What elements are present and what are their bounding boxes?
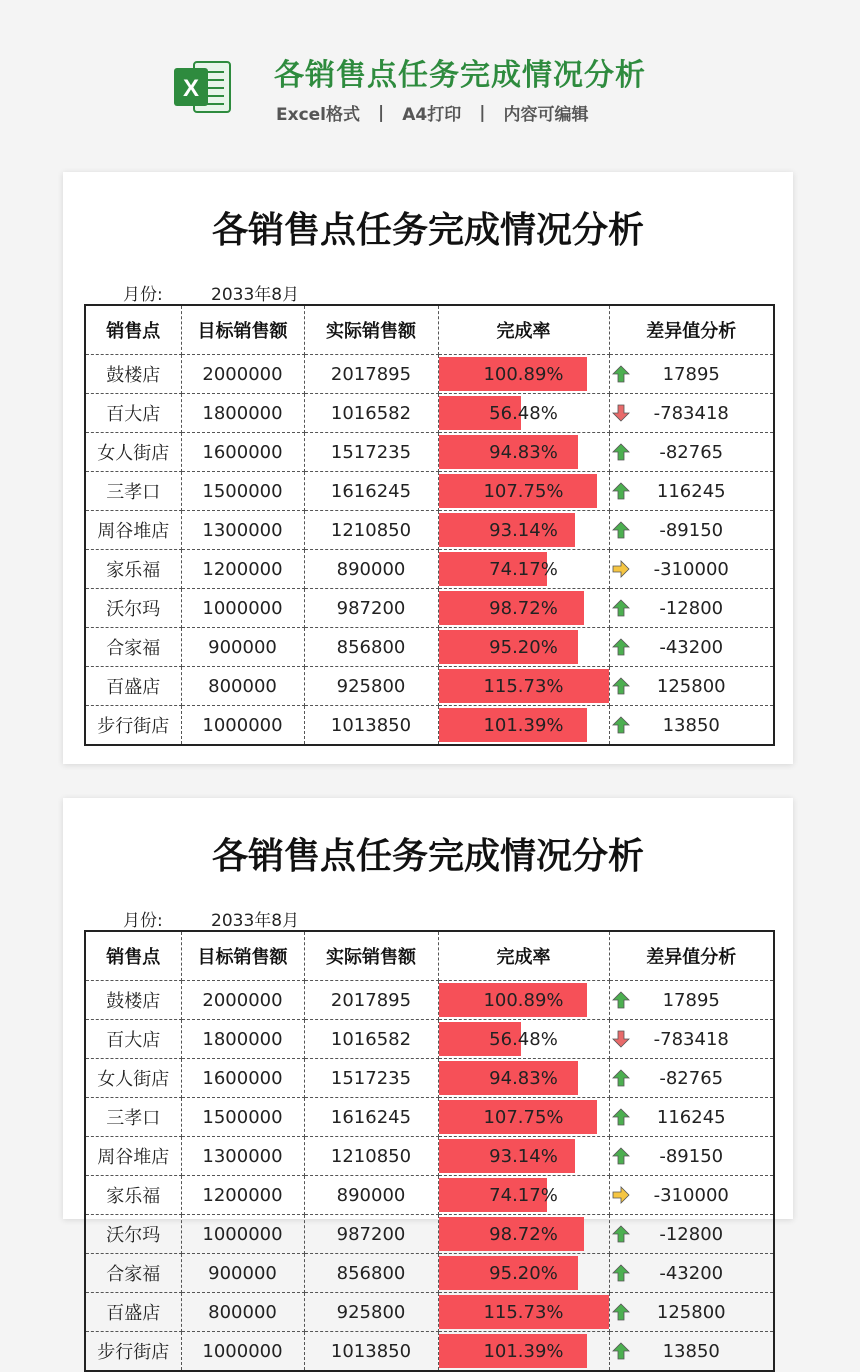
store-cell: 鼓楼店 (85, 355, 181, 394)
table-row (85, 394, 774, 433)
actual-cell: 1016582 (304, 394, 438, 433)
table-row (85, 667, 774, 706)
table-body (85, 981, 774, 1372)
rate-cell (438, 589, 609, 628)
column-header: 实际销售额 (304, 931, 438, 981)
table-row (85, 433, 774, 472)
store-cell: 步行街店 (85, 1332, 181, 1372)
rate-text: 101.39% (483, 714, 564, 736)
table-row (85, 1332, 774, 1372)
diff-cell (609, 981, 774, 1020)
table-row (85, 1020, 774, 1059)
actual-cell: 2017895 (304, 981, 438, 1020)
column-header: 销售点 (85, 305, 181, 355)
target-cell: 2000000 (181, 355, 304, 394)
arrow-right-icon (612, 1186, 630, 1204)
store-cell: 周谷堆店 (85, 1137, 181, 1176)
rate-text: 100.89% (483, 989, 564, 1011)
actual-cell: 856800 (304, 628, 438, 667)
rate-text: 56.48% (489, 1028, 558, 1050)
diff-cell (609, 1176, 774, 1215)
sales-table (84, 930, 775, 1372)
arrow-up-icon (612, 1225, 630, 1243)
diff-cell (609, 355, 774, 394)
target-cell: 1000000 (181, 1332, 304, 1372)
actual-cell: 925800 (304, 667, 438, 706)
actual-cell: 1517235 (304, 1059, 438, 1098)
diff-cell (609, 628, 774, 667)
table-row (85, 511, 774, 550)
page-header (0, 0, 860, 150)
rate-cell (438, 550, 609, 589)
sales-table (84, 304, 775, 746)
rate-text: 74.17% (489, 558, 558, 580)
store-cell: 沃尔玛 (85, 1215, 181, 1254)
month-label: 月份: (123, 285, 163, 305)
table-row (85, 706, 774, 746)
rate-cell (438, 1254, 609, 1293)
target-cell: 900000 (181, 1254, 304, 1293)
arrow-down-icon (612, 404, 630, 422)
arrow-up-icon (612, 638, 630, 656)
diff-cell (609, 433, 774, 472)
table-row (85, 1215, 774, 1254)
store-cell: 家乐福 (85, 550, 181, 589)
rate-text: 94.83% (489, 1067, 558, 1089)
store-cell: 百大店 (85, 394, 181, 433)
diff-value: -89150 (659, 519, 724, 541)
column-header: 目标销售额 (181, 305, 304, 355)
rate-cell (438, 433, 609, 472)
diff-value: 125800 (656, 1301, 726, 1323)
actual-cell: 890000 (304, 1176, 438, 1215)
rate-text: 95.20% (489, 1262, 558, 1284)
rate-text: 56.48% (489, 402, 558, 424)
rate-text: 98.72% (489, 1223, 558, 1245)
store-cell: 沃尔玛 (85, 589, 181, 628)
diff-cell (609, 550, 774, 589)
rate-cell (438, 1293, 609, 1332)
target-cell: 1600000 (181, 1059, 304, 1098)
table-row (85, 355, 774, 394)
tag-separator: | (378, 102, 385, 123)
column-header: 差异值分析 (609, 931, 774, 981)
actual-cell: 856800 (304, 1254, 438, 1293)
store-cell: 合家福 (85, 628, 181, 667)
diff-value: -43200 (659, 636, 724, 658)
table-row (85, 981, 774, 1020)
rate-cell (438, 1176, 609, 1215)
diff-cell (609, 472, 774, 511)
target-cell: 1500000 (181, 1098, 304, 1137)
table-row (85, 1059, 774, 1098)
diff-value: -310000 (653, 558, 729, 580)
rate-text: 107.75% (483, 1106, 564, 1128)
store-cell: 女人街店 (85, 1059, 181, 1098)
column-header: 完成率 (438, 305, 609, 355)
rate-text: 93.14% (489, 1145, 558, 1167)
diff-value: 116245 (656, 480, 726, 502)
table-header-row (85, 931, 774, 981)
sheet-title: 各销售点任务完成情况分析 (211, 210, 644, 251)
target-cell: 900000 (181, 628, 304, 667)
diff-cell (609, 511, 774, 550)
rate-cell (438, 1098, 609, 1137)
target-cell: 1300000 (181, 1137, 304, 1176)
arrow-up-icon (612, 1147, 630, 1165)
target-cell: 1500000 (181, 472, 304, 511)
diff-value: 17895 (662, 989, 720, 1011)
arrow-up-icon (612, 1108, 630, 1126)
actual-cell: 1016582 (304, 1020, 438, 1059)
rate-cell (438, 981, 609, 1020)
diff-cell (609, 667, 774, 706)
arrow-up-icon (612, 599, 630, 617)
diff-value: -783418 (653, 1028, 729, 1050)
logo-letter: X (182, 75, 200, 102)
month-row (123, 906, 299, 931)
target-cell: 1200000 (181, 550, 304, 589)
target-cell: 2000000 (181, 981, 304, 1020)
arrow-up-icon (612, 482, 630, 500)
arrow-up-icon (612, 716, 630, 734)
actual-cell: 890000 (304, 550, 438, 589)
column-header: 目标销售额 (181, 931, 304, 981)
tag-editable: 内容可编辑 (503, 105, 589, 125)
diff-value: -82765 (659, 1067, 724, 1089)
store-cell: 家乐福 (85, 1176, 181, 1215)
actual-cell: 987200 (304, 1215, 438, 1254)
sheet-preview-2 (63, 798, 793, 1363)
diff-value: -89150 (659, 1145, 724, 1167)
table-row (85, 628, 774, 667)
rate-cell (438, 355, 609, 394)
target-cell: 1800000 (181, 394, 304, 433)
rate-cell (438, 1020, 609, 1059)
table-row (85, 550, 774, 589)
diff-value: -12800 (659, 1223, 724, 1245)
target-cell: 1000000 (181, 1215, 304, 1254)
arrow-down-icon (612, 1030, 630, 1048)
store-cell: 周谷堆店 (85, 511, 181, 550)
actual-cell: 1210850 (304, 1137, 438, 1176)
excel-logo-icon (172, 56, 234, 118)
table-row (85, 1098, 774, 1137)
diff-cell (609, 1098, 774, 1137)
column-header: 完成率 (438, 931, 609, 981)
rate-cell (438, 472, 609, 511)
rate-text: 95.20% (489, 636, 558, 658)
arrow-up-icon (612, 1069, 630, 1087)
arrow-up-icon (612, 365, 630, 383)
actual-cell: 1616245 (304, 472, 438, 511)
rate-text: 98.72% (489, 597, 558, 619)
diff-value: -310000 (653, 1184, 729, 1206)
rate-text: 100.89% (483, 363, 564, 385)
store-cell: 百大店 (85, 1020, 181, 1059)
sheet-preview-1 (63, 172, 793, 764)
diff-cell (609, 1332, 774, 1372)
table-row (85, 472, 774, 511)
arrow-right-icon (612, 560, 630, 578)
diff-value: -82765 (659, 441, 724, 463)
store-cell: 步行街店 (85, 706, 181, 746)
diff-cell (609, 1254, 774, 1293)
diff-value: -12800 (659, 597, 724, 619)
rate-cell (438, 1059, 609, 1098)
diff-cell (609, 1059, 774, 1098)
target-cell: 1800000 (181, 1020, 304, 1059)
actual-cell: 1517235 (304, 433, 438, 472)
column-header: 差异值分析 (609, 305, 774, 355)
diff-cell (609, 706, 774, 746)
diff-value: 125800 (656, 675, 726, 697)
month-value: 2033年8月 (211, 911, 300, 931)
arrow-up-icon (612, 1303, 630, 1321)
actual-cell: 987200 (304, 589, 438, 628)
store-cell: 百盛店 (85, 1293, 181, 1332)
diff-cell (609, 589, 774, 628)
arrow-up-icon (612, 991, 630, 1009)
actual-cell: 925800 (304, 1293, 438, 1332)
rate-cell (438, 667, 609, 706)
target-cell: 1600000 (181, 433, 304, 472)
store-cell: 三孝口 (85, 1098, 181, 1137)
arrow-up-icon (612, 1342, 630, 1360)
arrow-up-icon (612, 677, 630, 695)
tag-separator: | (479, 102, 486, 123)
target-cell: 1300000 (181, 511, 304, 550)
store-cell: 三孝口 (85, 472, 181, 511)
target-cell: 1200000 (181, 1176, 304, 1215)
target-cell: 1000000 (181, 589, 304, 628)
diff-value: 17895 (662, 363, 720, 385)
arrow-up-icon (612, 443, 630, 461)
rate-cell (438, 394, 609, 433)
column-header: 销售点 (85, 931, 181, 981)
actual-cell: 1013850 (304, 706, 438, 746)
store-cell: 合家福 (85, 1254, 181, 1293)
rate-text: 94.83% (489, 441, 558, 463)
diff-value: -783418 (653, 402, 729, 424)
diff-value: 13850 (662, 1340, 720, 1362)
target-cell: 1000000 (181, 706, 304, 746)
rate-cell (438, 706, 609, 746)
rate-text: 93.14% (489, 519, 558, 541)
table-header-row (85, 305, 774, 355)
diff-cell (609, 394, 774, 433)
arrow-up-icon (612, 1264, 630, 1282)
table-row (85, 1137, 774, 1176)
diff-cell (609, 1293, 774, 1332)
rate-text: 74.17% (489, 1184, 558, 1206)
arrow-up-icon (612, 521, 630, 539)
month-label: 月份: (123, 911, 163, 931)
actual-cell: 1013850 (304, 1332, 438, 1372)
actual-cell: 2017895 (304, 355, 438, 394)
diff-value: 13850 (662, 714, 720, 736)
rate-text: 107.75% (483, 480, 564, 502)
table-row (85, 1293, 774, 1332)
month-row (123, 280, 299, 305)
store-cell: 女人街店 (85, 433, 181, 472)
actual-cell: 1210850 (304, 511, 438, 550)
rate-text: 101.39% (483, 1340, 564, 1362)
month-value: 2033年8月 (211, 285, 300, 305)
format-tags (276, 100, 588, 125)
sheet-title: 各销售点任务完成情况分析 (211, 836, 644, 877)
column-header: 实际销售额 (304, 305, 438, 355)
rate-text: 115.73% (483, 675, 564, 697)
diff-cell (609, 1215, 774, 1254)
table-row (85, 1176, 774, 1215)
diff-cell (609, 1137, 774, 1176)
tag-print: A4打印 (402, 105, 462, 125)
table-row (85, 589, 774, 628)
rate-cell (438, 1332, 609, 1372)
table-row (85, 1254, 774, 1293)
rate-text: 115.73% (483, 1301, 564, 1323)
rate-cell (438, 511, 609, 550)
rate-cell (438, 1215, 609, 1254)
tag-format: Excel格式 (276, 105, 361, 125)
diff-value: 116245 (656, 1106, 726, 1128)
target-cell: 800000 (181, 667, 304, 706)
store-cell: 鼓楼店 (85, 981, 181, 1020)
page-title: 各销售点任务完成情况分析 (274, 58, 646, 93)
rate-cell (438, 628, 609, 667)
table-body (85, 355, 774, 746)
diff-cell (609, 1020, 774, 1059)
actual-cell: 1616245 (304, 1098, 438, 1137)
store-cell: 百盛店 (85, 667, 181, 706)
rate-cell (438, 1137, 609, 1176)
diff-value: -43200 (659, 1262, 724, 1284)
target-cell: 800000 (181, 1293, 304, 1332)
